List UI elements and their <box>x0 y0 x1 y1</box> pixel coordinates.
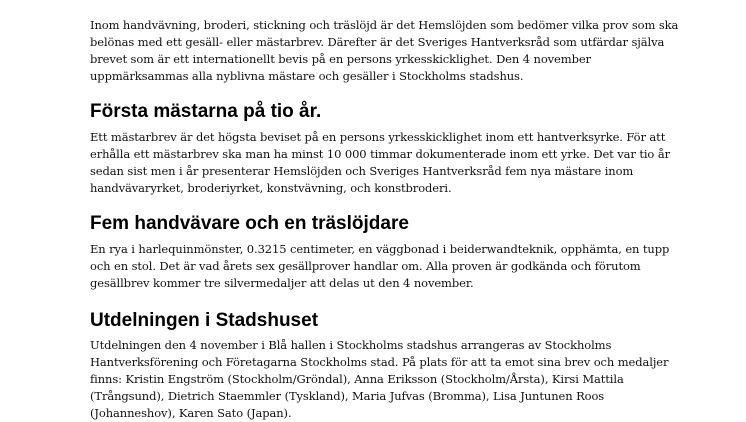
text-line: uppmärksammas alla nyblivna mästare och gesäller i Stockholms stadshus. <box>90 68 524 83</box>
intro-paragraph <box>90 17 679 85</box>
text-line: gesällbrev kommer tre silvermedaljer att delas ut den 4 november. <box>90 275 474 290</box>
text-line: Hantverksförening och Företagarna Stockholms stad. På plats för att ta emot sina brev och medaljer <box>90 354 669 369</box>
text-line: En rya i harlequinmönster, 0.3215 centimeter, en väggbonad i beiderwandteknik, opphämta, en tupp <box>90 242 670 256</box>
section-paragraph-weavers <box>90 241 670 292</box>
text-line: (Trångsund), Dietrich Staemmler (Tyskland), Maria Jufvas (Bromma), Lisa Juntunen Roos <box>90 388 605 403</box>
text-line: Inom handvävning, broderi, stickning och träslöjd är det Hemslöjden som bedömer vilka prov som ska <box>90 18 679 32</box>
text-line: Ett mästarbrev är det högsta beviset på en persons yrkesskicklighet inom ett hantverksyrke. För att <box>90 130 666 144</box>
text-line: handvävaryrket, broderiyrket, konstvävning, och konstbroderi. <box>90 180 452 195</box>
text-line: sedan sist men i år presenterar Hemslöjden och Sveriges Hantverksråd fem nya mästare inom <box>90 163 634 178</box>
section-paragraph-first-masters <box>90 129 670 197</box>
section-paragraph-ceremony <box>90 337 669 422</box>
section-heading-ceremony: Utdelningen i Stadshuset <box>90 310 319 331</box>
section-heading-first-masters: Första mästarna på tio år. <box>90 101 322 122</box>
text-line: belönas med ett gesäll- eller mästarbrev. Därefter är det Sveriges Hantverksråd som utfärdar själva <box>90 34 665 49</box>
text-line: brevet som är ett internationellt bevis på en persons yrkesskicklighet. Den 4 november <box>90 51 591 66</box>
text-line: och en stol. Det är vad årets sex gesällprover handlar om. Alla proven är godkända och förutom <box>90 258 641 273</box>
text-line: erhålla ett mästarbrev ska man ha minst 10 000 timmar dokumenterade inom ett yrke. Det var tio år <box>90 146 670 161</box>
text-line: Utdelningen den 4 november i Blå hallen i Stockholms stadshus arrangeras av Stockholms <box>90 338 612 352</box>
text-line: (Johanneshov), Karen Sato (Japan). <box>90 405 292 420</box>
section-heading-weavers: Fem handvävare och en träslöjdare <box>90 213 409 234</box>
text-line: finns: Kristin Engström (Stockholm/Gröndal), Anna Eriksson (Stockholm/Årsta), Kirsi Mattila <box>90 371 624 386</box>
